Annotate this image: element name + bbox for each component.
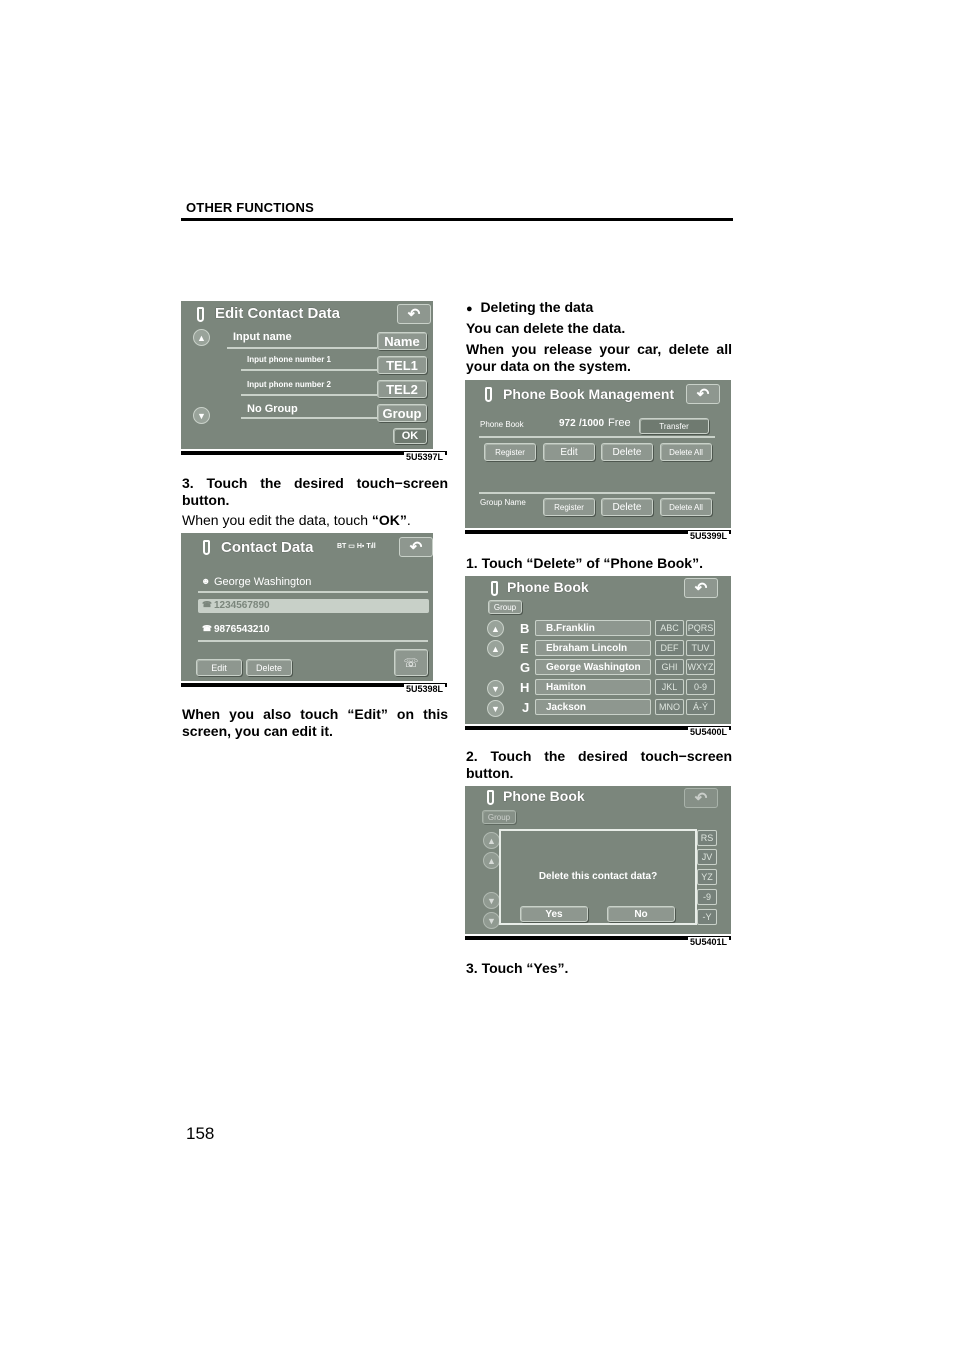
back-icon[interactable]: ↶ bbox=[686, 384, 720, 404]
figure-code: 5U5399L bbox=[690, 531, 728, 541]
figure-code: 5U5400L bbox=[690, 727, 728, 737]
scroll-down-icon[interactable]: ▼ bbox=[193, 407, 210, 424]
input-phone1-label: Input phone number 1 bbox=[247, 355, 331, 364]
alpha-key[interactable]: MNO bbox=[655, 699, 684, 715]
header-rule bbox=[181, 218, 733, 221]
alpha-key[interactable]: -9 bbox=[697, 889, 717, 905]
figure-code: 5U5397L bbox=[406, 452, 444, 462]
scroll-down-icon[interactable]: ▼ bbox=[487, 680, 504, 697]
figure-code: 5U5401L bbox=[690, 937, 728, 947]
page-down-icon[interactable]: ▼ bbox=[487, 700, 504, 717]
scroll-down-icon[interactable]: ▼ bbox=[483, 892, 500, 909]
dialog-message: Delete this contact data? bbox=[538, 871, 658, 882]
screenshot-contact-data bbox=[181, 533, 433, 681]
group-button[interactable]: Group bbox=[377, 404, 427, 422]
back-icon[interactable]: ↶ bbox=[684, 578, 718, 598]
screenshot-edit-contact-data bbox=[181, 301, 433, 449]
screen-title: Phone Book Management bbox=[503, 386, 675, 402]
contact-list-item[interactable]: Ebraham Lincoln bbox=[535, 640, 651, 656]
phone-icon bbox=[485, 387, 492, 402]
page-up-icon[interactable]: ▲ bbox=[487, 620, 504, 637]
alpha-key[interactable]: ABC bbox=[655, 620, 684, 636]
back-icon[interactable]: ↶ bbox=[684, 788, 718, 808]
contact-list-item[interactable]: B.Franklin bbox=[535, 620, 651, 636]
index-letter: B bbox=[520, 621, 530, 636]
step3-text-prefix: When you edit the data, touch bbox=[182, 512, 372, 528]
input-name-label: Input name bbox=[233, 331, 292, 343]
input-phone2-label: Input phone number 2 bbox=[247, 380, 331, 389]
divider bbox=[198, 640, 428, 642]
alpha-key[interactable]: RS bbox=[697, 830, 717, 846]
group-register-button[interactable]: Register bbox=[543, 498, 595, 516]
name-button[interactable]: Name bbox=[377, 332, 427, 350]
group-tab[interactable]: Group bbox=[482, 810, 516, 824]
delete-heading-text: Deleting the data bbox=[480, 299, 594, 315]
page-up-icon[interactable]: ▲ bbox=[483, 832, 500, 849]
screenshot-phone-book bbox=[465, 576, 731, 724]
delete-line2: When you release your car, delete all your data on the system. bbox=[466, 341, 732, 374]
group-label: No Group bbox=[247, 403, 298, 415]
step3-text-ok: “OK” bbox=[371, 512, 407, 528]
used-count: 972 bbox=[559, 418, 576, 429]
edit-note: When you also touch “Edit” on this screen, you can edit it. bbox=[182, 706, 448, 739]
alpha-key[interactable]: DEF bbox=[655, 640, 684, 656]
ok-button[interactable]: OK bbox=[393, 428, 427, 444]
divider bbox=[198, 591, 428, 593]
confirm-dialog bbox=[499, 829, 697, 925]
screen-title: Phone Book bbox=[507, 579, 589, 595]
index-letter: E bbox=[520, 641, 529, 656]
divider bbox=[241, 417, 377, 419]
register-button[interactable]: Register bbox=[484, 443, 536, 461]
phone-icon bbox=[197, 307, 204, 322]
scroll-up-icon[interactable]: ▲ bbox=[193, 329, 210, 346]
alpha-key[interactable]: PQRS bbox=[686, 620, 715, 636]
divider bbox=[479, 436, 715, 438]
alpha-key[interactable]: -Y bbox=[697, 909, 717, 925]
edit-button[interactable]: Edit bbox=[196, 659, 242, 676]
contact-list-item[interactable]: George Washington bbox=[535, 659, 651, 675]
group-tab[interactable]: Group bbox=[488, 600, 522, 614]
index-letter: J bbox=[522, 700, 530, 715]
scroll-up-icon[interactable]: ▲ bbox=[483, 852, 500, 869]
phone-book-label: Phone Book bbox=[480, 420, 524, 429]
divider bbox=[227, 347, 377, 349]
phone-icon bbox=[491, 581, 498, 596]
step3-text bbox=[182, 512, 448, 529]
group-delete-button[interactable]: Delete bbox=[601, 498, 653, 516]
edit-button[interactable]: Edit bbox=[543, 443, 595, 461]
phone2-icon: ☎ bbox=[202, 624, 212, 633]
alpha-key[interactable]: TUV bbox=[686, 640, 715, 656]
contact-list-item[interactable]: Jackson bbox=[535, 699, 651, 715]
total-count: /1000 bbox=[579, 418, 605, 429]
group-delete-all-button[interactable]: Delete All bbox=[660, 498, 712, 516]
step3-heading: 3. Touch the desired touch−screen button. bbox=[182, 475, 448, 508]
phone1-icon: ☎ bbox=[202, 600, 212, 609]
contact-name: George Washington bbox=[214, 576, 312, 588]
phone1-number: 1234567890 bbox=[214, 600, 270, 611]
screen-title: Phone Book bbox=[503, 788, 585, 804]
alpha-key[interactable]: JKL bbox=[655, 679, 684, 695]
scroll-up-icon[interactable]: ▲ bbox=[487, 640, 504, 657]
index-letter: G bbox=[520, 660, 531, 675]
delete-line1: You can delete the data. bbox=[466, 320, 626, 336]
group-name-label: Group Name bbox=[480, 498, 526, 507]
call-button[interactable]: ☏ bbox=[394, 649, 428, 676]
divider bbox=[241, 394, 377, 396]
step3-text-suffix: . bbox=[406, 512, 411, 528]
figure-code: 5U5398L bbox=[406, 684, 444, 694]
transfer-button[interactable]: Transfer bbox=[639, 418, 709, 434]
free-label: Free bbox=[608, 417, 631, 429]
divider bbox=[479, 492, 715, 494]
screen-title: Contact Data bbox=[221, 539, 314, 556]
phone-icon bbox=[487, 790, 494, 805]
alpha-key[interactable]: 0-9 bbox=[686, 679, 715, 695]
delete-button[interactable]: Delete bbox=[246, 659, 292, 676]
screen-title: Edit Contact Data bbox=[215, 305, 341, 322]
back-icon[interactable]: ↶ bbox=[399, 537, 433, 557]
step3-right: 3. Touch “Yes”. bbox=[466, 960, 569, 976]
index-letter: H bbox=[520, 680, 530, 695]
person-icon: ☻ bbox=[201, 576, 211, 586]
divider bbox=[241, 369, 377, 371]
no-button[interactable]: No bbox=[607, 906, 675, 922]
alpha-key[interactable]: WXYZ bbox=[686, 659, 715, 675]
back-icon[interactable]: ↶ bbox=[397, 304, 431, 324]
step1: 1. Touch “Delete” of “Phone Book”. bbox=[466, 555, 703, 571]
alpha-key[interactable]: YZ bbox=[697, 869, 717, 885]
bullet: ● bbox=[466, 303, 473, 315]
phone2-number: 9876543210 bbox=[214, 624, 270, 635]
delete-all-button[interactable]: Delete All bbox=[660, 443, 712, 461]
tel1-button[interactable]: TEL1 bbox=[377, 356, 427, 374]
status-icons: BT ▭ H▪ Tₗll bbox=[337, 543, 376, 550]
page-down-icon[interactable]: ▼ bbox=[483, 912, 500, 929]
delete-button[interactable]: Delete bbox=[601, 443, 653, 461]
step2: 2. Touch the desired touch−screen button. bbox=[466, 748, 732, 781]
alpha-key[interactable]: JV bbox=[697, 849, 717, 865]
tel2-button[interactable]: TEL2 bbox=[377, 380, 427, 398]
page-number: 158 bbox=[186, 1124, 215, 1143]
alpha-key[interactable]: GHI bbox=[655, 659, 684, 675]
section-header: OTHER FUNCTIONS bbox=[186, 200, 314, 215]
delete-heading bbox=[466, 299, 732, 318]
alpha-key[interactable]: Á-Ý bbox=[686, 699, 715, 715]
yes-button[interactable]: Yes bbox=[520, 906, 588, 922]
screenshot-phone-book-management bbox=[465, 380, 731, 528]
phone-icon bbox=[203, 540, 210, 555]
contact-list-item[interactable]: Hamiton bbox=[535, 679, 651, 695]
